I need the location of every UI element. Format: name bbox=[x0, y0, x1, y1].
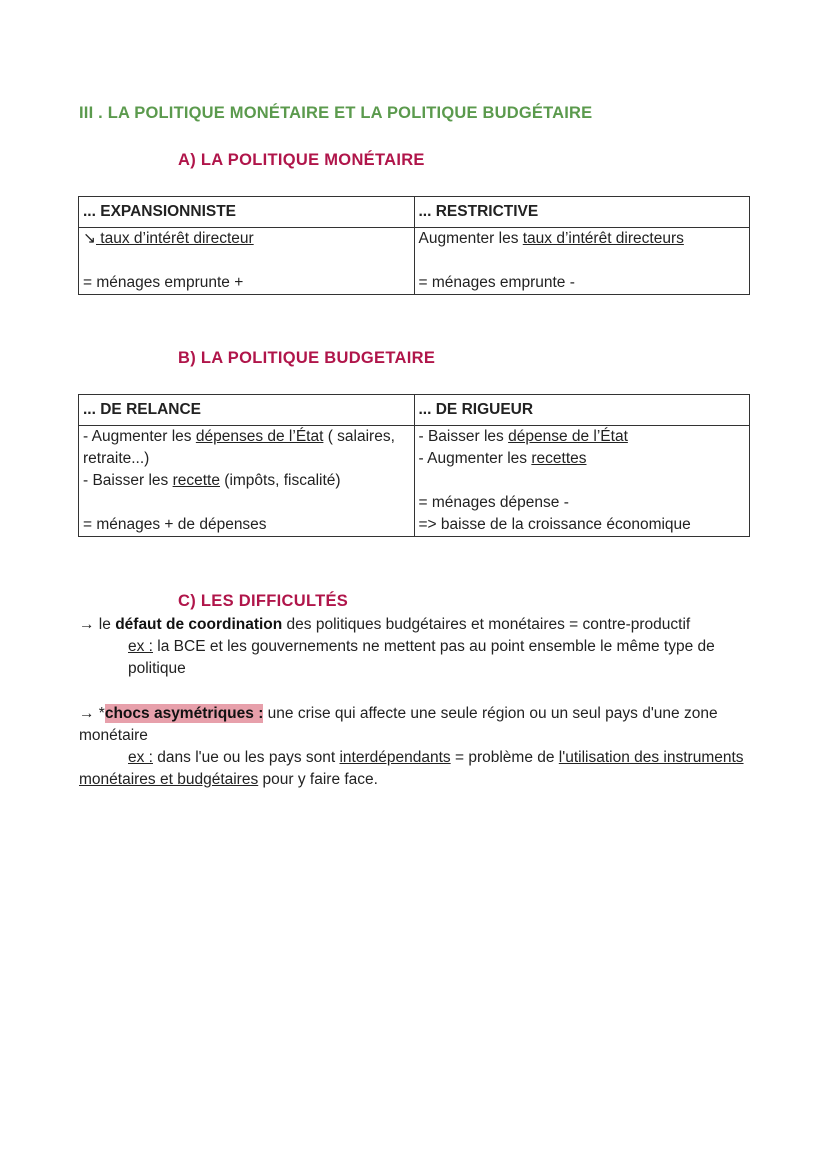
expansionist-cell bbox=[79, 228, 415, 295]
restrictive-cell bbox=[414, 228, 750, 295]
rigueur-l1-underlined: dépense de l’État bbox=[508, 428, 628, 445]
budget-policy-table bbox=[78, 394, 750, 537]
relance-header: ... DE RELANCE bbox=[79, 395, 415, 426]
asymmetric-shocks-paragraph bbox=[79, 703, 749, 791]
arrow-icon: → * bbox=[79, 705, 105, 722]
rigueur-l2-underlined: recettes bbox=[531, 450, 587, 467]
budget-policy-heading: B) LA POLITIQUE BUDGETAIRE bbox=[178, 349, 436, 367]
restrictive-result: = ménages emprunte - bbox=[418, 274, 575, 291]
difficulties-heading: C) LES DIFFICULTÉS bbox=[178, 592, 349, 610]
rigueur-l2-prefix: - Augmenter les bbox=[418, 450, 532, 467]
restrictive-rate: taux d’intérêt directeurs bbox=[522, 230, 684, 247]
rigueur-result-2: => baisse de la croissance économique bbox=[418, 516, 691, 533]
relance-l1-prefix: - Augmenter les bbox=[83, 428, 196, 445]
asymmetric-shocks-term: chocs asymétriques : bbox=[104, 705, 264, 722]
rigueur-cell bbox=[414, 426, 750, 537]
coordination-line bbox=[79, 614, 749, 636]
example-label: ex : bbox=[128, 749, 153, 766]
monetary-policy-table bbox=[78, 196, 750, 295]
relance-cell bbox=[79, 426, 415, 537]
restrictive-header: ... RESTRICTIVE bbox=[414, 197, 750, 228]
section-title: III . LA POLITIQUE MONÉTAIRE ET LA POLITIQUE BUDGÉTAIRE bbox=[79, 104, 593, 122]
coordination-example bbox=[79, 636, 749, 680]
relance-l1-suffix: ( salaires, bbox=[323, 428, 395, 445]
asymmetric-line bbox=[79, 703, 749, 747]
coordination-term: défaut de coordination bbox=[115, 616, 283, 633]
asymmetric-example-text-3: pour y faire face. bbox=[258, 771, 378, 788]
expansionist-rate: taux d’intérêt directeur bbox=[96, 230, 254, 247]
interdependants-term: interdépendants bbox=[339, 749, 451, 766]
coordination-paragraph bbox=[79, 614, 749, 680]
relance-line-3 bbox=[83, 470, 410, 492]
rigueur-result-1: = ménages dépense - bbox=[418, 494, 569, 511]
coordination-example-text: la BCE et les gouvernements ne mettent pas au point ensemble le même type de politique bbox=[128, 638, 715, 677]
monetary-policy-heading: A) LA POLITIQUE MONÉTAIRE bbox=[178, 151, 425, 169]
expansionist-header: ... EXPANSIONNISTE bbox=[79, 197, 415, 228]
asymmetric-example bbox=[79, 747, 749, 791]
asymmetric-example-text-2: = problème de bbox=[450, 749, 559, 766]
rigueur-line-1 bbox=[419, 426, 746, 448]
relance-l3-underlined: recette bbox=[172, 472, 220, 489]
restrictive-rate-prefix: Augmenter les bbox=[418, 230, 523, 247]
arrow-icon: → le bbox=[79, 616, 116, 633]
expansionist-rate-line bbox=[83, 228, 410, 250]
relance-line-1 bbox=[83, 426, 410, 448]
asymmetric-example-text-1: dans l'ue ou les pays sont bbox=[152, 749, 340, 766]
instruments-term: l'utilisation des instruments monétaires et budgétaires bbox=[79, 749, 744, 788]
example-label: ex : bbox=[128, 638, 153, 655]
expansionist-result: = ménages emprunte + bbox=[83, 274, 244, 291]
relance-line-2: retraite...) bbox=[83, 450, 150, 467]
relance-l3-prefix: - Baisser les bbox=[83, 472, 173, 489]
asymmetric-text: une crise qui affecte une seule région ou un seul pays d'une zone monétaire bbox=[79, 705, 718, 744]
relance-l1-underlined: dépenses de l’État bbox=[195, 428, 324, 445]
rigueur-header: ... DE RIGUEUR bbox=[414, 395, 750, 426]
relance-l3-suffix: (impôts, fiscalité) bbox=[219, 472, 341, 489]
relance-result: = ménages + de dépenses bbox=[83, 516, 267, 533]
down-arrow-icon: ↘ bbox=[83, 230, 96, 247]
rigueur-line-2 bbox=[419, 448, 746, 470]
rigueur-l1-prefix: - Baisser les bbox=[418, 428, 509, 445]
restrictive-rate-line bbox=[419, 228, 746, 250]
coordination-text: des politiques budgétaires et monétaires = contre-productif bbox=[282, 616, 691, 633]
